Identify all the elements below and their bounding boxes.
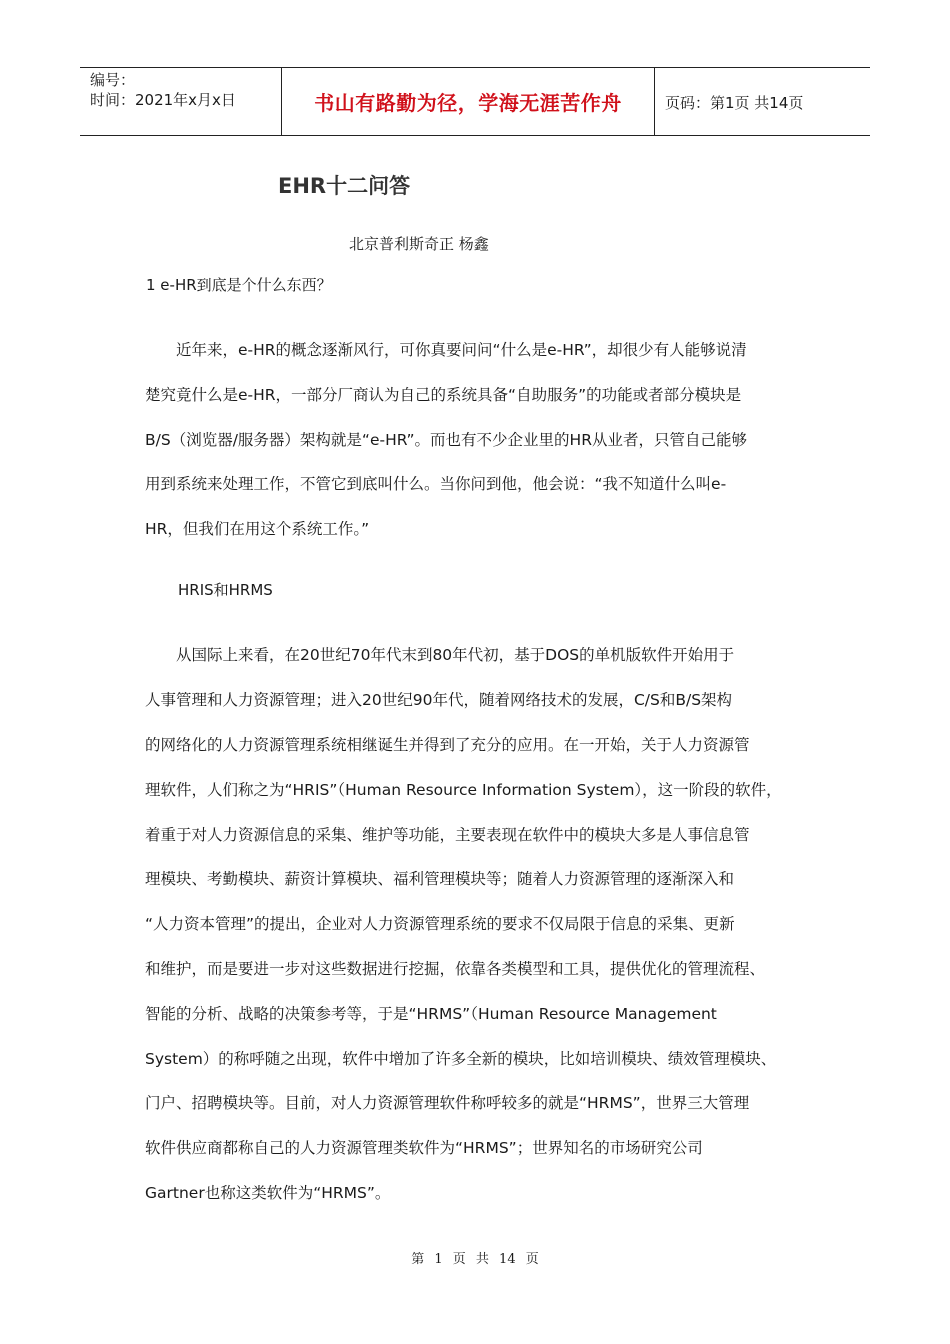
section-subheading: HRIS和HRMS [178, 581, 273, 599]
paragraph-line: 和维护，而是要进一步对这些数据进行挖掘，依靠各类模型和工具，提供优化的管理流程、 [145, 960, 766, 978]
paragraph-line: 近年来，e-HR的概念逐渐风行，可你真要问问“什么是e-HR”，却很少有人能够说清 [145, 341, 747, 359]
paragraph-line: 人事管理和人力资源管理；进入20世纪90年代，随着网络技术的发展，C/S和B/S架构 [145, 691, 733, 709]
paragraph-line: 用到系统来处理工作，不管它到底叫什么。当你问到他，他会说：“我不知道什么叫e- [145, 475, 727, 493]
paragraph-line: 理软件，人们称之为“HRIS”（Human Resource Information System），这一阶段的软件， [145, 781, 782, 799]
header-motto: 书山有路勤为径，学海无涯苦作舟 [314, 91, 622, 115]
header-page-info: 页码：第1页 共14页 [665, 94, 804, 112]
paragraph-line: 着重于对人力资源信息的采集、维护等功能，主要表现在软件中的模块大多是人事信息管 [145, 826, 750, 844]
paragraph-line: System）的称呼随之出现，软件中增加了许多全新的模块，比如培训模块、绩效管理模块、 [145, 1050, 777, 1068]
paragraph-line: 从国际上来看，在20世纪70年代末到80年代初，基于DOS的单机版软件开始用于 [145, 646, 735, 664]
paragraph-line: Gartner也称这类软件为“HRMS”。 [145, 1184, 391, 1202]
document-title: EHR十二问答 [278, 174, 411, 198]
author-line: 北京普利斯奇正 杨鑫 [349, 235, 489, 253]
time-label: 时间：2021年x月x日 [90, 91, 236, 109]
footer-page-number: 第 1 页 共 14 页 [411, 1252, 539, 1267]
paragraph-line: 软件供应商都称自己的人力资源管理类软件为“HRMS”；世界知名的市场研究公司 [145, 1139, 703, 1157]
header-meta [90, 70, 236, 110]
page-footer [0, 1248, 950, 1267]
header-bottom-rule [80, 135, 870, 136]
paragraph-line: 楚究竟什么是e-HR，一部分厂商认为自己的系统具备“自助服务”的功能或者部分模块是 [145, 386, 742, 404]
header-divider-right [654, 68, 655, 135]
paragraph-line: B/S（浏览器/服务器）架构就是“e-HR”。而也有不少企业里的HR从业者，只管自己能够 [145, 431, 747, 449]
serial-label: 编号： [90, 71, 136, 89]
paragraph-line: 的网络化的人力资源管理系统相继诞生并得到了充分的应用。在一开始，关于人力资源管 [145, 736, 750, 754]
paragraph-line: 智能的分析、战略的决策参考等，于是“HRMS”（Human Resource Management [145, 1005, 717, 1023]
paragraph-line: 理模块、考勤模块、薪资计算模块、福利管理模块等；随着人力资源管理的逐渐深入和 [145, 870, 735, 888]
paragraph-line: “人力资本管理”的提出，企业对人力资源管理系统的要求不仅局限于信息的采集、更新 [145, 915, 735, 933]
question-heading: 1 e-HR到底是个什么东西？ [146, 276, 332, 294]
paragraph-line: HR，但我们在用这个系统工作。” [145, 520, 370, 538]
paragraph-line: 门户、招聘模块等。目前，对人力资源管理软件称呼较多的就是“HRMS”，世界三大管理 [145, 1094, 750, 1112]
